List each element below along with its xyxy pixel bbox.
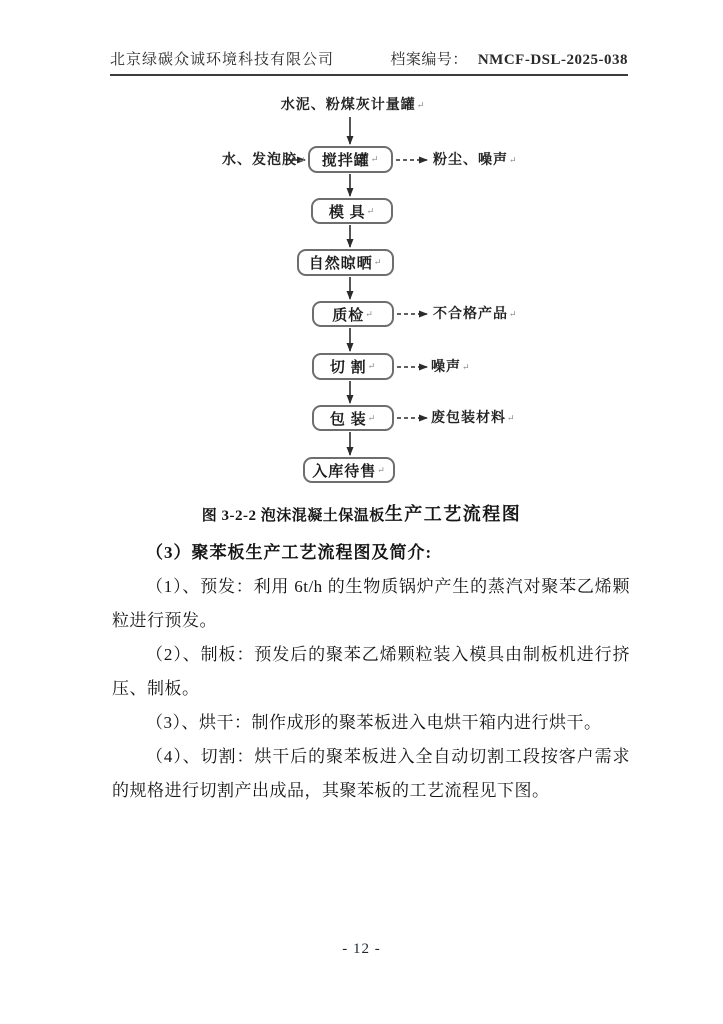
flowchart-side-input-label [222, 152, 307, 169]
paragraph-mark-icon: ↵ [509, 155, 518, 165]
emission-text: 粉尘、噪声 [433, 153, 508, 168]
company-name: 北京绿碳众诚环境科技有限公司 [110, 52, 335, 68]
node-mixing-tank [308, 146, 393, 173]
paragraph-drying: （3）、烘干：制作成形的聚苯板进入电烘干箱内进行烘干。 [146, 713, 602, 732]
node-natural-drying [297, 249, 394, 276]
node-label: 切 割 [329, 360, 367, 376]
paragraph-mark-icon: ↵ [367, 361, 377, 371]
emission-label-defective-product [433, 306, 518, 323]
node-label: 模 具 [328, 204, 366, 221]
paragraph-mark-icon: ↵ [366, 205, 376, 216]
emission-label-dust-noise [433, 152, 518, 169]
node-label: 入库待售 [312, 463, 377, 480]
archive-number: NMCF-DSL-2025-038 [477, 52, 628, 68]
paragraph-board-making: （2）、制板：预发后的聚苯乙烯颗粒装入模具由制板机进行挤压、制板。 [112, 645, 630, 698]
paragraph-mark-icon: ↵ [416, 100, 426, 110]
page-header [110, 48, 628, 76]
side-input-text: 水、发泡胶 [222, 153, 297, 168]
node-label: 自然晾晒 [308, 256, 373, 272]
figure-caption-suffix: 生产工艺流程图 [384, 504, 522, 524]
archive-info [390, 48, 628, 69]
node-mold [311, 198, 393, 224]
node-packaging [312, 405, 394, 431]
node-label: 质检 [332, 307, 365, 324]
page-footer [0, 941, 723, 958]
node-warehouse-sale [303, 457, 395, 483]
node-label: 搅拌罐 [321, 153, 370, 169]
section-heading: （3）聚苯板生产工艺流程图及简介: [146, 543, 433, 562]
emission-label-waste-packaging [431, 410, 516, 427]
body-text [112, 536, 630, 808]
emission-text: 废包装材料 [431, 411, 506, 426]
emission-text: 噪声 [431, 360, 461, 375]
node-quality-check [312, 301, 394, 327]
figure-caption [0, 500, 723, 526]
paragraph-mark-icon: ↵ [507, 413, 516, 423]
paragraph-mark-icon: ↵ [370, 154, 380, 164]
flowchart-top-input-label [233, 97, 473, 114]
paragraph-prefoaming: （1）、预发：利用 6t/h 的生物质锅炉产生的蒸汽对聚苯乙烯颗粒进行预发。 [112, 577, 630, 630]
paragraph-mark-icon: ↵ [298, 155, 307, 165]
paragraph-mark-icon: ↵ [509, 309, 518, 319]
page-number: - 12 - [342, 941, 381, 957]
paragraph-mark-icon: ↵ [377, 464, 386, 475]
figure-caption-prefix: 图 3-2-2 泡沫混凝土保温板 [201, 508, 385, 524]
paragraph-mark-icon: ↵ [365, 308, 374, 319]
emission-text: 不合格产品 [433, 307, 508, 322]
node-label: 包 装 [329, 411, 367, 428]
node-cutting [312, 353, 394, 380]
paragraph-cutting: （4）、切割：烘干后的聚苯板进入全自动切割工段按客户需求的规格进行切割产出成品，其聚苯板的工艺流程见下图。 [112, 747, 630, 800]
paragraph-mark-icon: ↵ [373, 257, 383, 267]
top-input-text: 水泥、粉煤灰计量罐 [280, 98, 416, 113]
emission-label-noise [431, 359, 471, 376]
paragraph-mark-icon: ↵ [367, 412, 377, 423]
process-flowchart [0, 95, 723, 495]
archive-label: 档案编号： [390, 52, 468, 68]
paragraph-mark-icon: ↵ [462, 362, 471, 372]
